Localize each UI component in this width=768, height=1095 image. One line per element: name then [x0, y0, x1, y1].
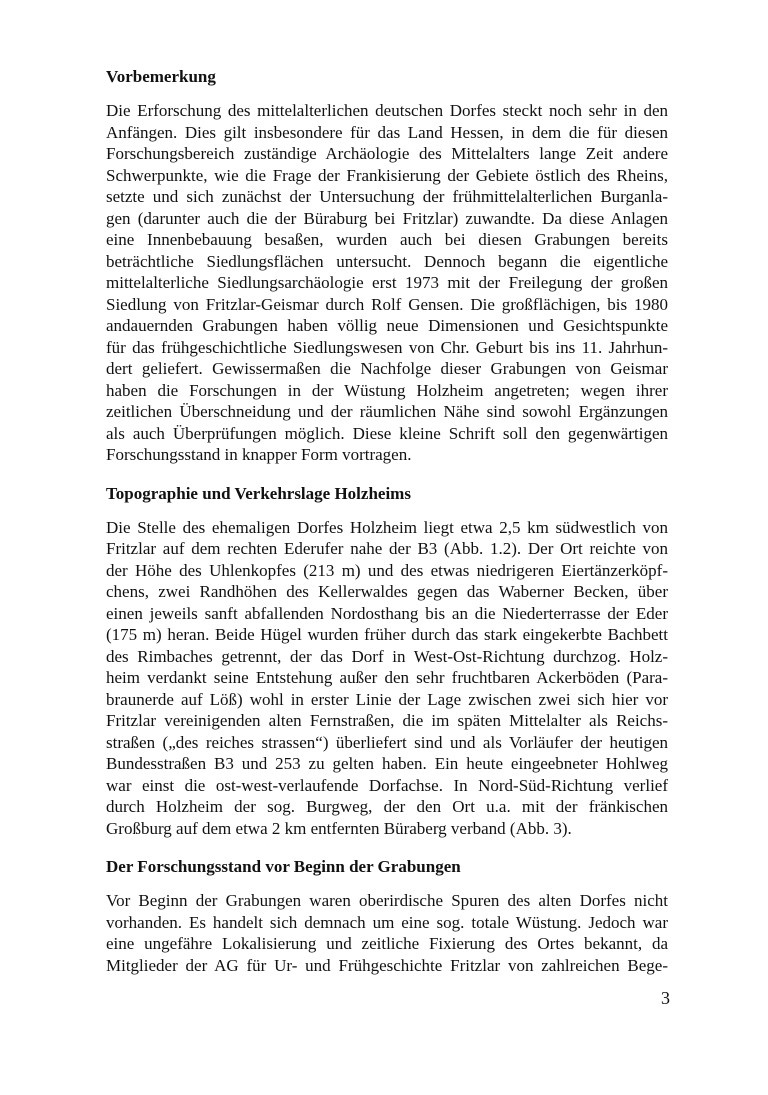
text-line: Bundesstraßen B3 und 253 zu gelten haben. Ein heute eingeebneter Hohlweg [106, 754, 668, 773]
section-body [106, 100, 668, 466]
section-vorbemerkung [106, 66, 668, 466]
text-line: Forschungsbereich zuständige Archäologie des Mittelalters lange Zeit andere [106, 144, 668, 163]
text-line: beträchtliche Siedlungsflächen untersucht. Dennoch begann die eigentliche [106, 251, 668, 271]
text-line: braunerde auf Löß) wohl in erster Linie der Lage zwischen zwei sich hier vor [106, 689, 668, 709]
section-topographie [106, 483, 668, 840]
text-line: mittelalterliche Siedlungsarchäologie erst 1973 mit der Freilegung der großen [106, 273, 668, 292]
text-line: einen jeweils sanft abfallenden Nordosthang bis an die Niederterrasse der Eder [106, 603, 668, 623]
section-body [106, 517, 668, 840]
text-line: als auch Überprüfungen möglich. Diese kleine Schrift soll den gegenwärtigen [106, 423, 668, 443]
page-number: 3 [661, 988, 670, 1008]
text-line: chens, zwei Randhöhen des Kellerwaldes gegen das Waberner Becken, über [106, 582, 668, 601]
text-line: haben die Forschungen in der Wüstung Holzheim angetreten; wegen ihrer [106, 380, 668, 400]
text-line: Die Erforschung des mittelalterlichen deutschen Dorfes steckt noch sehr in den [106, 101, 668, 120]
text-line: straßen („des reiches strassen“) überliefert sind und als Vorläufer der heutigen [106, 732, 668, 752]
text-line: Siedlung von Fritzlar-Geismar durch Rolf Gensen. Die großflächigen, bis 1980 [106, 294, 668, 314]
text-line: durch Holzheim der sog. Burgweg, der den Ort u.a. mit der fränkischen [106, 797, 668, 816]
text-line: heim verdankt seine Entstehung außer den sehr fruchtbaren Ackerböden (Para- [106, 668, 668, 687]
text-line: gen (darunter auch die der Büraburg bei Fritzlar) zuwandte. Da diese Anlagen [106, 208, 668, 228]
section-heading: Der Forschungsstand vor Beginn der Grabungen [106, 857, 461, 876]
section-heading: Topographie und Verkehrslage Holzheims [106, 483, 411, 503]
text-line: Großburg auf dem etwa 2 km entfernten Büraberg verband (Abb. 3). [106, 818, 572, 838]
text-line: Die Stelle des ehemaligen Dorfes Holzheim liegt etwa 2,5 km südwestlich von [106, 517, 668, 537]
text-line: der Höhe des Uhlenkopfes (213 m) und des etwas niedrigeren Eiertänzerköpf- [106, 560, 668, 580]
text-line: eine ungefähre Lokalisierung und zeitliche Fixierung des Ortes bekannt, da [106, 934, 668, 953]
text-line: zeitlichen Überschneidung und der räumlichen Nähe sind sowohl Ergänzungen [106, 402, 668, 421]
text-line: Fritzlar vereinigenden alten Fernstraßen, die im späten Mittelalter als Reichs- [106, 711, 668, 730]
section-heading: Vorbemerkung [106, 67, 216, 86]
text-line: Mitglieder der AG für Ur- und Frühgeschichte Fritzlar von zahlreichen Bege- [106, 955, 668, 975]
text-line: für das frühgeschichtliche Siedlungswesen von Chr. Geburt bis ins 11. Jahrhun- [106, 337, 668, 357]
text-line: dert geliefert. Gewissermaßen die Nachfolge dieser Grabungen von Geismar [106, 359, 668, 378]
text-line: Anfängen. Dies gilt insbesondere für das Land Hessen, in dem die für diesen [106, 122, 668, 142]
text-line: des Rimbaches getrennt, der das Dorf in West-Ost-Richtung durchzog. Holz- [106, 646, 668, 666]
text-line: Schwerpunkte, wie die Frage der Frankisierung der Gebiete östlich des Rheins, [106, 165, 668, 185]
text-line: war einst die ost-west-verlaufende Dorfachse. In Nord-Süd-Richtung verlief [106, 775, 668, 795]
text-line: andauernden Grabungen haben völlig neue Dimensionen und Gesichtspunkte [106, 316, 668, 335]
text-line: (175 m) heran. Beide Hügel wurden früher durch das stark eingekerbte Bachbett [106, 625, 668, 644]
text-line: eine Innenbebauung besaßen, wurden auch bei diesen Grabungen bereits [106, 230, 668, 249]
text-line: vorhanden. Es handelt sich demnach um eine sog. totale Wüstung. Jedoch war [106, 912, 668, 932]
text-line: Fritzlar auf dem rechten Ederufer nahe der B3 (Abb. 1.2). Der Ort reichte von [106, 539, 668, 558]
section-forschungsstand [106, 856, 668, 976]
document-page [106, 66, 668, 993]
section-body [106, 890, 668, 976]
text-line: Forschungsstand in knapper Form vortragen. [106, 445, 412, 464]
text-line: setzte und sich zunächst der Untersuchung der frühmittelalterlichen Burganla- [106, 187, 668, 206]
text-line: Vor Beginn der Grabungen waren oberirdische Spuren des alten Dorfes nicht [106, 891, 668, 910]
